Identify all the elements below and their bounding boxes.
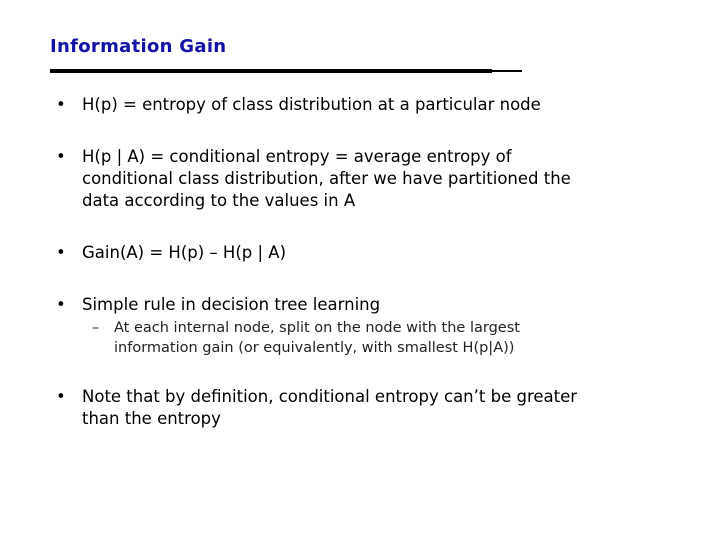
- bullet-text: Gain(A) = H(p) – H(p | A): [82, 243, 287, 262]
- title-underline: [50, 69, 492, 73]
- bullet-text: H(p | A) = conditional entropy = average entropy of conditional class distribution, after we have partitioned the data according to the values in A: [82, 147, 571, 210]
- bullet-item: [56, 242, 286, 264]
- slide-title: Information Gain: [50, 36, 227, 57]
- bullet-item: [56, 386, 577, 430]
- bullet-icon: •: [56, 295, 66, 314]
- bullet-item: [56, 146, 571, 212]
- bullet-icon: •: [56, 243, 66, 262]
- dash-icon: –: [92, 320, 100, 336]
- title-underline-tail: [492, 70, 522, 72]
- sub-bullet-text: At each internal node, split on the node with the largest information gain (or equivalently, with smallest H(p|A)): [114, 320, 520, 356]
- bullet-icon: •: [56, 387, 66, 406]
- bullet-icon: •: [56, 95, 66, 114]
- bullet-text: Note that by definition, conditional entropy can’t be greater than the entropy: [82, 387, 578, 428]
- bullet-text: Simple rule in decision tree learning: [82, 295, 381, 314]
- bullet-item: [56, 294, 380, 316]
- bullet-item: [56, 94, 541, 116]
- sub-bullet-item: [92, 319, 520, 358]
- bullet-text: H(p) = entropy of class distribution at a particular node: [82, 95, 541, 114]
- bullet-icon: •: [56, 147, 66, 166]
